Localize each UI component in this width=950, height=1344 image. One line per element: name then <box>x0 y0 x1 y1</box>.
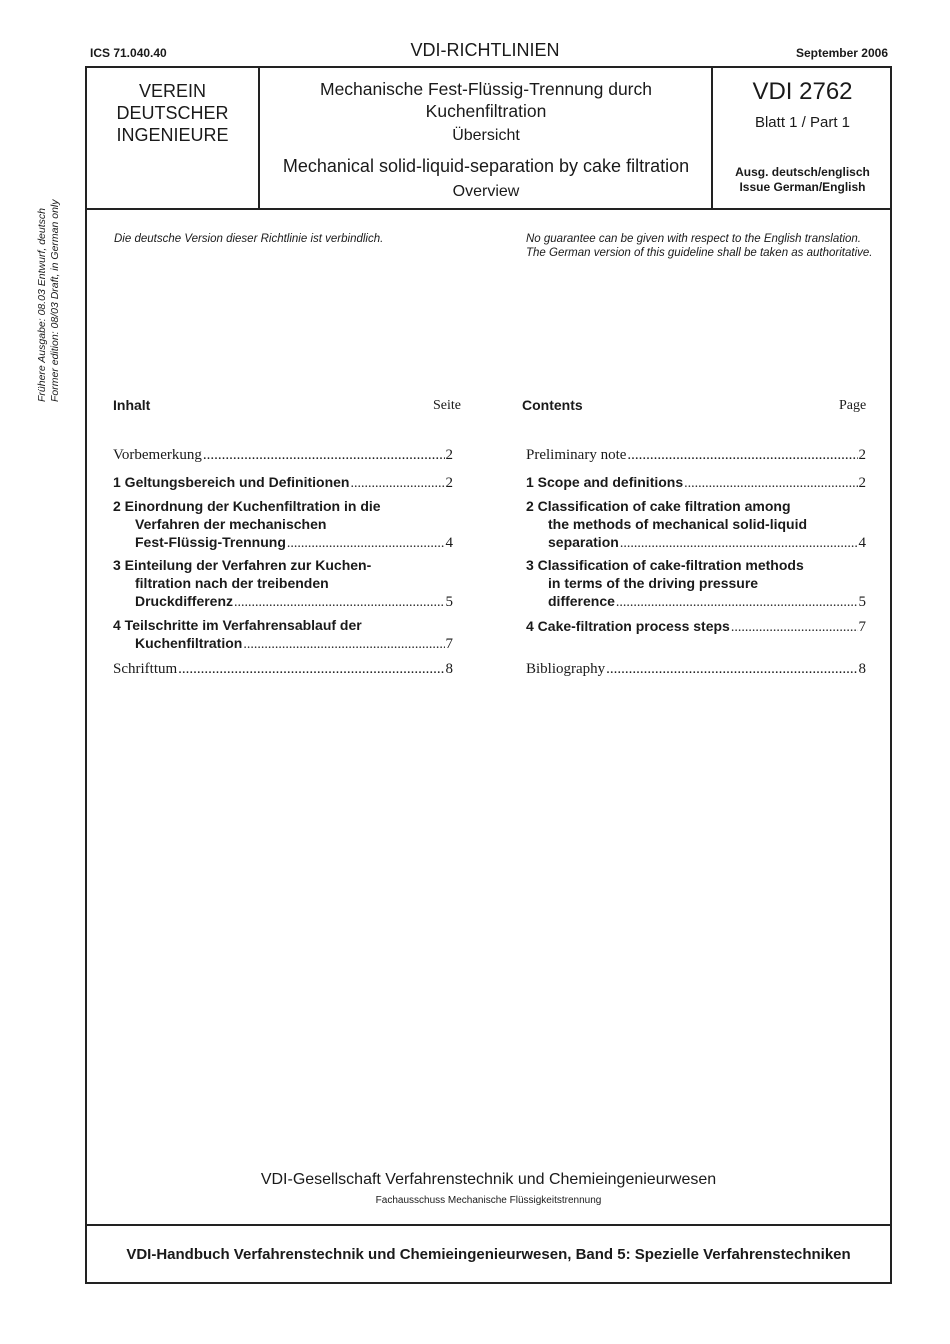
series-title: VDI-RICHTLINIEN <box>410 40 560 60</box>
toc-page-label-german: Seite <box>433 398 461 413</box>
toc-page-label-english: Page <box>839 398 867 413</box>
issue-language: Ausg. deutsch/englisch Issue German/English <box>735 165 870 194</box>
toc-entry[interactable]: Schrifttum ..... 8 <box>113 660 453 678</box>
subtitle-german: Übersicht <box>452 127 520 144</box>
toc-entry[interactable]: 1 Geltungsbereich und Definitionen ..... 2 <box>113 473 453 493</box>
former-edition-note: Frühere Ausgabe: 08.03 Entwurf, deutsch Former edition: 08/03 Draft, in German only <box>36 199 61 402</box>
note-german: Die deutsche Version dieser Richtlinie ist verbindlich. <box>114 233 384 245</box>
document-part: Blatt 1 / Part 1 <box>754 114 851 131</box>
document-number: VDI 2762 <box>752 78 853 105</box>
title-english: Mechanical solid-liquid-separation by cake filtration <box>282 156 690 176</box>
toc-heading-german: Inhalt <box>113 397 151 413</box>
toc-entry[interactable]: Vorbemerkung ..... 2 <box>113 446 453 464</box>
toc-heading-english: Contents <box>522 397 583 413</box>
toc-entry[interactable]: 3 Einteilung der Verfahren zur Kuchen- filtration nach der treibenden Druckdifferenz ..... 5 <box>113 556 453 612</box>
toc-entry[interactable]: Preliminary note ..... 2 <box>526 446 866 464</box>
toc-entry[interactable]: 2 Einordnung der Kuchenfiltration in die Verfahren der mechanischen Fest-Flüssig-Trennung ..... 4 <box>113 497 453 553</box>
toc-entry[interactable]: 4 Cake-filtration process steps ..... 7 <box>526 617 866 637</box>
header-column-divider <box>258 66 260 209</box>
issue-date: September 2006 <box>795 46 888 60</box>
note-english: No guarantee can be given with respect to the English translation. The German version of this guideline shall be taken as authoritative. <box>526 233 873 259</box>
footer-divider <box>85 1224 892 1226</box>
toc-entry[interactable]: 2 Classification of cake filtration among the methods of mechanical solid-liquid separation ..... 4 <box>526 497 866 553</box>
organization-name: VEREIN DEUTSCHER INGENIEURE <box>116 81 229 145</box>
toc-entry[interactable]: 1 Scope and definitions ..... 2 <box>526 473 866 493</box>
title-german: Mechanische Fest-Flüssig-Trennung durch Kuchenfiltration <box>320 79 652 121</box>
header-divider <box>85 208 892 210</box>
subtitle-english: Overview <box>452 183 520 200</box>
handbook-title: VDI-Handbuch Verfahrenstechnik und Chemieingenieurwesen, Band 5: Spezielle Verfahrenstechniken <box>126 1246 851 1263</box>
toc-entry[interactable]: 4 Teilschritte im Verfahrensablauf der Kuchenfiltration ..... 7 <box>113 616 453 654</box>
publisher-society: VDI-Gesellschaft Verfahrenstechnik und Chemieingenieurwesen <box>260 1171 717 1188</box>
ics-code: ICS 71.040.40 <box>90 46 167 60</box>
toc-entry[interactable]: Bibliography ..... 8 <box>526 660 866 678</box>
toc-entry[interactable]: 3 Classification of cake-filtration methods in terms of the driving pressure difference ..... 5 <box>526 556 866 612</box>
publisher-committee: Fachausschuss Mechanische Flüssigkeitstrennung <box>375 1195 602 1206</box>
